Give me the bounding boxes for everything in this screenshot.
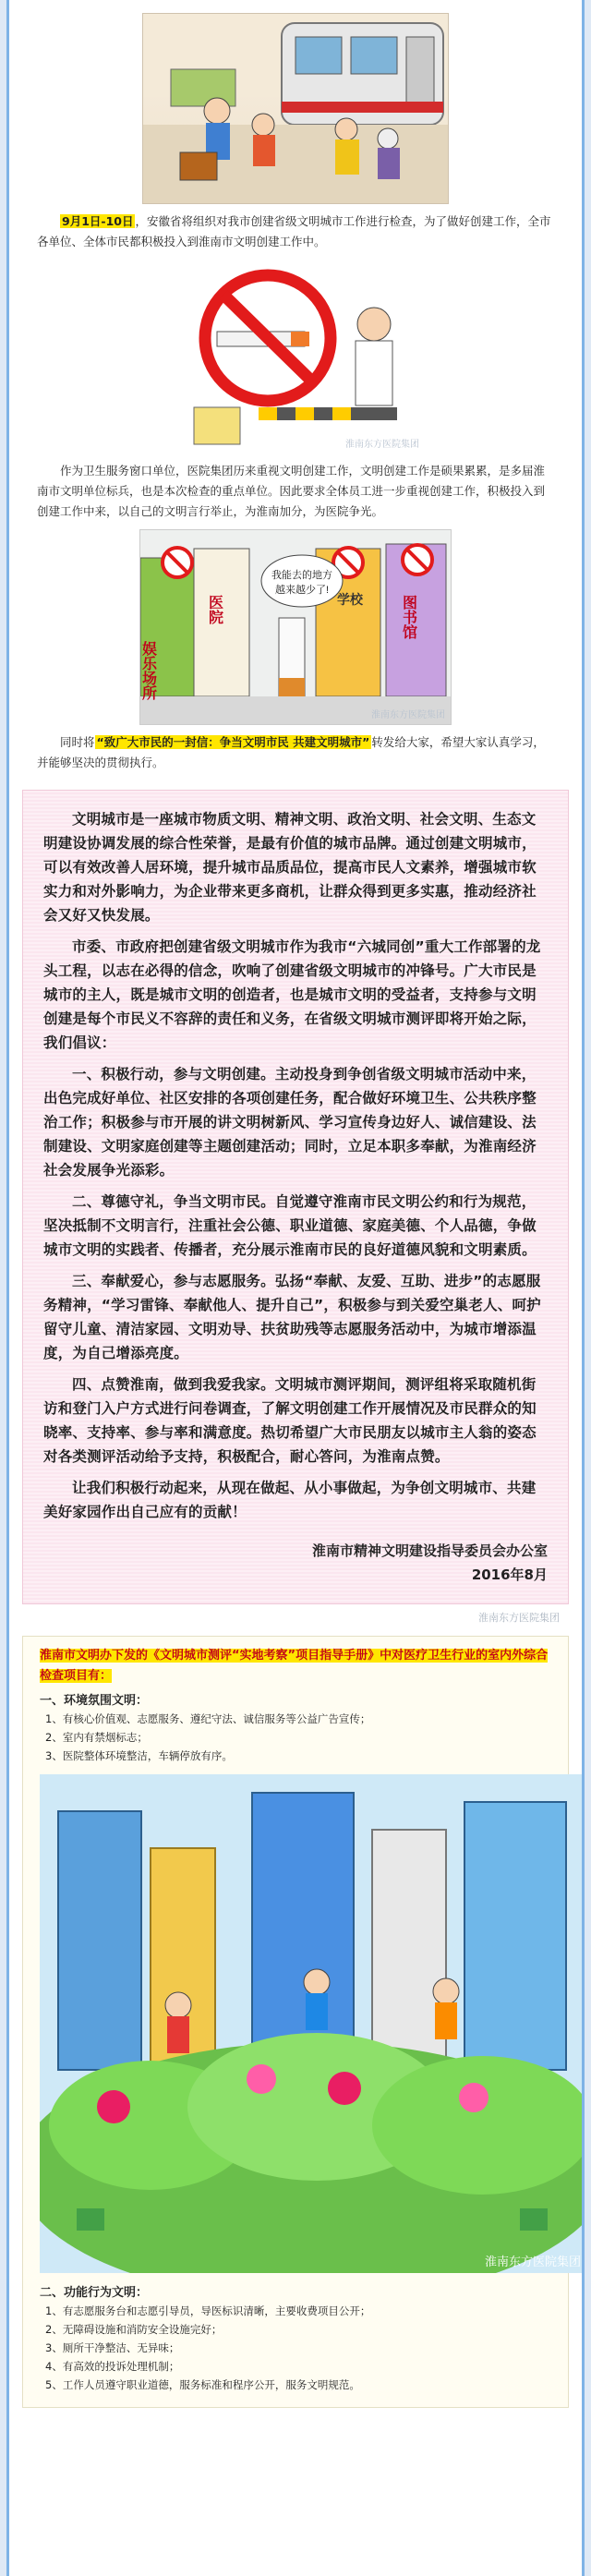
letter-paragraph: 四、点赞淮南，做到我爱我家。文明城市测评期间，测评组将采取随机街访和登门入户方式进行问卷调查，了解文明创建工作开展情况及市民群众的知晓率、支持率、参与率和满意度。热切希望广大市民朋友以城市主人翁的姿态对各类测评活动给予支持，积极配合，耐心答问，为淮南点赞。 bbox=[43, 1376, 537, 1465]
article-page bbox=[6, 0, 585, 2576]
street-sign-label: 娱乐场所 bbox=[140, 641, 156, 700]
speech-bubble-line: 我能去的地方 bbox=[271, 570, 332, 581]
date-highlight: 9月1日-10日 bbox=[62, 214, 134, 228]
hospital-paragraph: 作为卫生服务窗口单位，医院集团历来重视文明创建工作，文明创建工作是硕果累累，是多届淮南市文明单位标兵，也是本次检查的重点单位。因此要求全体员工进一步重视创建工作，积极投入到创建工作中来，以自己的文明言行举止，为淮南加分，为医院争光。 bbox=[37, 464, 546, 518]
train-cartoon-graphic bbox=[143, 14, 448, 203]
section-heading: 二、功能行为文明： bbox=[40, 2286, 149, 2300]
list-item: 5、工作人员遵守职业道德，服务标准和程序公开，服务文明规范。 bbox=[45, 2378, 360, 2391]
watermark: 淮南东方医院集团 bbox=[484, 2256, 581, 2269]
letter-title-highlight: “致广大市民的一封信：争当文明市民 共建文明城市” bbox=[96, 735, 370, 749]
street-sign-label: 学校 bbox=[337, 592, 363, 607]
forward-letter-paragraph bbox=[9, 732, 582, 773]
signature-org: 淮南市精神文明建设指导委员会办公室 bbox=[311, 1542, 548, 1559]
letter-paragraph: 文明城市是一座城市物质文明、精神文明、政治文明、社会文明、生态文明建设协调发展的综合性荣誉，是最有价值的城市品牌。通过创建文明城市，可以有效改善人居环境，提升城市品质品位，提高市民人文素养，增强城市软实力和对外影响力，为企业带来更多商机，让群众得到更多实惠，推动经济社会又好又快发展。 bbox=[43, 811, 537, 924]
section-heading: 一、环境氛围文明： bbox=[40, 1694, 149, 1708]
letter-signature bbox=[43, 1539, 548, 1587]
letter-paragraph: 市委、市政府把创建省级文明城市作为我市“六城同创”重大工作部署的龙头工程，以志在必得的信念，吹响了创建省级文明城市的冲锋号。广大市民是城市的主人，既是城市文明的创造者，也是城市文明的受益者，支持参与文明创建是每个市民义不容辞的责任和义务，在省级文明城市测评即将开始之际，我们倡议： bbox=[43, 938, 541, 1051]
manual-intro bbox=[40, 1646, 551, 1687]
watermark: 淮南东方医院集团 bbox=[371, 710, 445, 720]
street-cartoon-graphic bbox=[140, 530, 451, 724]
watermark: 淮南东方医院集团 bbox=[345, 440, 419, 450]
city-cartoon-graphic bbox=[40, 1774, 585, 2273]
street-sign-label: 医院 bbox=[206, 595, 223, 624]
list-item: 4、有高效的投诉处理机制； bbox=[45, 2360, 180, 2373]
inspection-manual bbox=[22, 1636, 581, 2408]
manual-intro-text: 淮南市文明办下发的《文明城市测评“实地考察”项目指导手册》中对医疗卫生行业的室内外综合检查项目有： bbox=[40, 1649, 549, 1683]
open-letter bbox=[22, 790, 569, 1604]
intro-paragraph bbox=[9, 212, 582, 252]
letter-paragraph: 二、尊德守礼，争当文明市民。自觉遵守淮南市民文明公约和行为规范，坚决抵制不文明言行，注重社会公德、职业道德、家庭美德、个人品德，争做城市文明的实践者、传播者，充分展示淮南市民的良好道德风貌和文明素质。 bbox=[43, 1193, 537, 1258]
no-smoking-icon bbox=[166, 260, 425, 454]
list-item: 3、厕所干净整洁、无异味； bbox=[45, 2341, 180, 2354]
city-gardening-illustration bbox=[40, 1774, 585, 2273]
list-item: 1、有核心价值观、志愿服务、遵纪守法、诚信服务等公益广告宣传； bbox=[45, 1712, 371, 1725]
forward-suffix: 转发给大家，希望大家认真学习，并能够坚决的贯彻执行。 bbox=[37, 735, 545, 769]
signature-date: 2016年8月 bbox=[471, 1566, 548, 1583]
watermark: 淮南东方医院集团 bbox=[478, 1612, 560, 1624]
intro-text: ，安徽省将组织对我市创建省级文明城市工作进行检查，为了做好创建工作，全市各单位、全体市民都积极投入到淮南市文明创建工作中。 bbox=[37, 214, 551, 248]
list-item: 2、无障碍设施和消防安全设施完好； bbox=[45, 2323, 223, 2336]
letter-paragraph: 三、奉献爱心，参与志愿服务。弘扬“奉献、友爱、互助、进步”的志愿服务精神，“学习雷锋、奉献他人、提升自己”，积极参与到关爱空巢老人、呵护留守儿童、清洁家园、文明劝导、扶贫助残等志愿服务活动中，为城市增添温度，为自己增添亮度。 bbox=[43, 1273, 541, 1361]
street-sign-label: 图书馆 bbox=[400, 595, 416, 639]
no-smoking-illustration bbox=[166, 260, 425, 454]
letter-paragraph: 让我们积极行动起来，从现在做起、从小事做起，为争创文明城市、共建美好家园作出自己应有的贡献！ bbox=[43, 1480, 537, 1520]
letter-paragraph: 一、积极行动，参与文明创建。主动投身到争创省级文明城市活动中来，出色完成好单位、社区安排的各项创建任务，配合做好环境卫生、公共秩序整治工作；积极参与市开展的讲文明树新风、学习宣传身边好人、诚信建设、法制建设、文明家庭创建等主题创建活动；同时，立足本职多奉献，为淮南经济社会发展争光添彩。 bbox=[43, 1066, 537, 1179]
forward-prefix: 同时将 bbox=[60, 735, 95, 749]
speech-bubble-line: 越来越少了! bbox=[274, 585, 330, 596]
civility-train-illustration bbox=[142, 13, 449, 204]
cigarette-street-illustration bbox=[139, 529, 452, 725]
list-item: 1、有志愿服务台和志愿引导员，导医标识清晰，主要收费项目公开； bbox=[45, 2304, 371, 2317]
list-item: 2、室内有禁烟标志； bbox=[45, 1731, 148, 1744]
list-item: 3、医院整体环境整洁，车辆停放有序。 bbox=[45, 1749, 233, 1762]
